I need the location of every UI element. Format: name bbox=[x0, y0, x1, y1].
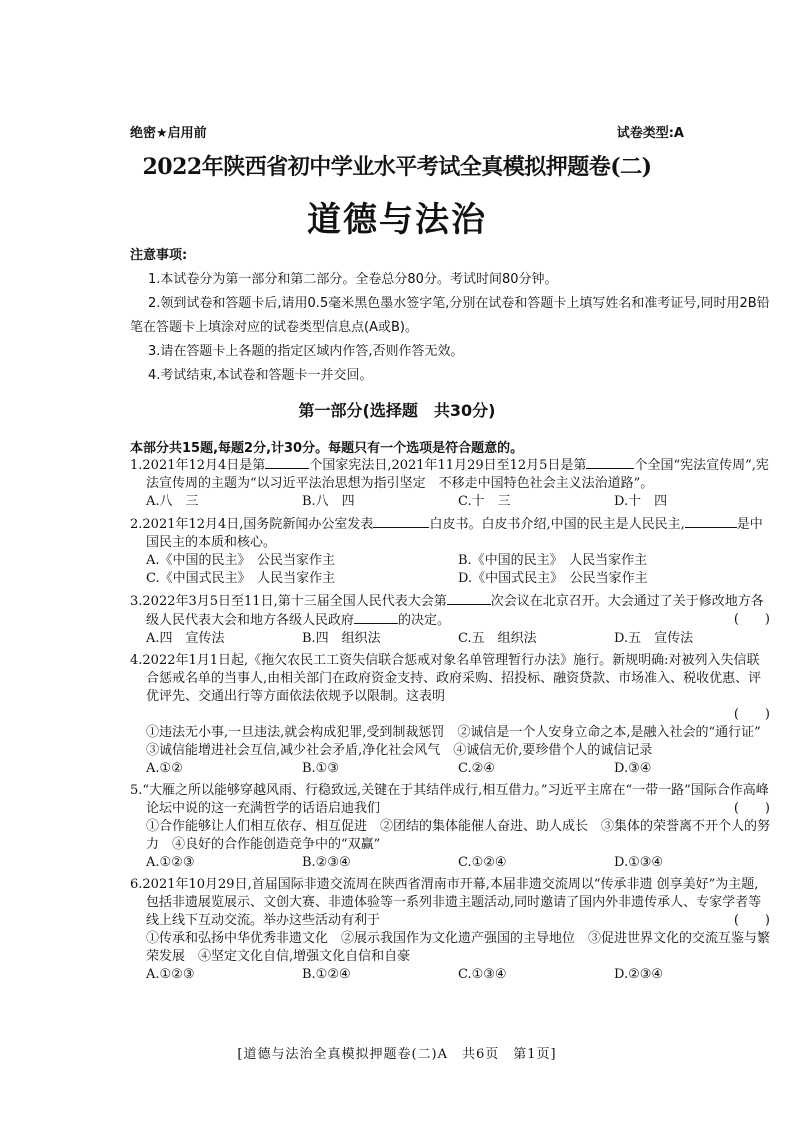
question-5 bbox=[130, 782, 770, 872]
question-stem: 3.2022年3月5日至11日,第十三届全国人民代表大会第 次会议在北京召开。大会通过了关于修改地方各级人民代表大会和地方各级人民政府 的决定。 ( ) bbox=[130, 594, 770, 628]
part-title: 第一部分(选择题 共30分) bbox=[298, 401, 496, 420]
option-d: D.③④ bbox=[614, 761, 652, 776]
answer-blank bbox=[586, 456, 634, 469]
option-c: C.《中国式民主》 人民当家作主 bbox=[146, 571, 336, 586]
question-stem: 6.2021年10月29日,首届国际非遗交流周在陕西省渭南市开幕,本届非遗交流周以“传承非遗 创享美好”为主题,包括非遗展览展示、文创大赛、非遗体验等一系列非遗主题活动,同时邀请了国内外非遗传承人、专家学者等线上线下互动交流。举办这些活动有利于 ( ) bbox=[130, 877, 770, 928]
options bbox=[130, 760, 770, 778]
notice-item: 3.请在答题卡上各题的指定区域内作答,否则作答无效。 bbox=[148, 344, 464, 359]
question-3 bbox=[130, 592, 770, 648]
exam-title: 2022年陕西省初中学业水平考试全真模拟押题卷(二) bbox=[142, 154, 652, 180]
question-2 bbox=[130, 515, 770, 588]
option-a: A.八 三 bbox=[146, 494, 199, 509]
option-b: B.②③④ bbox=[302, 855, 351, 870]
options bbox=[130, 493, 770, 511]
answer-parenthesis: ( ) bbox=[733, 612, 770, 627]
page-footer: [道德与法治全真模拟押题卷(二)A 共6页 第1页] bbox=[237, 1047, 557, 1062]
option-d: D.②③④ bbox=[614, 967, 664, 982]
option-a: A.①②③ bbox=[146, 855, 195, 870]
answer-blank bbox=[265, 456, 309, 469]
option-c: C.②④ bbox=[458, 761, 495, 776]
answer-blank bbox=[447, 592, 491, 605]
option-a: A.《中国的民主》 公民当家作主 bbox=[146, 553, 336, 568]
question-4 bbox=[130, 652, 774, 778]
options bbox=[130, 630, 770, 648]
statement-choices: ①违法无小事,一旦违法,就会构成犯罪,受到制裁惩罚 ②诚信是一个人安身立命之本,是融入社会的“通行证” ③诚信能增进社会互信,减少社会矛盾,净化社会风气 ④诚信无价,要珍借个人的诚信记录 bbox=[146, 725, 774, 758]
option-b: B.①②④ bbox=[302, 967, 351, 982]
top-bar bbox=[130, 122, 684, 142]
option-a: A.四 宣传法 bbox=[146, 631, 225, 646]
question-stem: 4.2022年1月1日起,《拖欠农民工工资失信联合惩戒对象名单管理暂行办法》施行。新规明确:对被列入失信联合惩戒名单的当事人,由相关部门在政府资金支持、政府采购、招投标、融资贷款、市场准入、税收优惠、评优评先、交通出行等方面依法依规予以限制。这表明 bbox=[130, 653, 762, 704]
statement-choices: ①传承和弘扬中华优秀非遗文化 ②展示我国作为文化遗产强国的主导地位 ③促进世界文化的交流互鉴与繁荣发展 ④坚定文化自信,增强文化自信和自豪 bbox=[146, 931, 771, 964]
notice-item: 1.本试卷分为第一部分和第二部分。全卷总分80分。考试时间80分钟。 bbox=[148, 272, 558, 287]
confidential-label: 绝密★启用前 bbox=[130, 126, 207, 141]
option-a: A.①② bbox=[146, 761, 183, 776]
option-a: A.①②③ bbox=[146, 967, 195, 982]
notice-section bbox=[130, 244, 770, 388]
statement-choices: ①合作能够让人们相互依存、相互促进 ②团结的集体能催人奋进、助人成长 ③集体的荣誉离不开个人的努力 ④良好的合作能创造竞争中的“双赢” bbox=[146, 819, 771, 852]
notice-heading: 注意事项: bbox=[130, 248, 188, 263]
options bbox=[130, 966, 770, 984]
option-d: D.五 宣传法 bbox=[614, 631, 694, 646]
option-c: C.五 组织法 bbox=[458, 631, 537, 646]
option-b: B.①③ bbox=[302, 761, 339, 776]
notice-item: 2.领到试卷和答题卡后,请用0.5毫米黑色墨水签字笔,分别在试卷和答题卡上填写姓名和准考证号,同时用2B铅笔在答题卡上填涂对应的试卷类型信息点(A或B)。 bbox=[130, 296, 770, 335]
option-b: B.四 组织法 bbox=[302, 631, 381, 646]
part-intro: 本部分共15题,每题2分,计30分。每题只有一个选项是符合题意的。 bbox=[130, 441, 524, 456]
option-c: C.①③④ bbox=[458, 967, 507, 982]
answer-blank bbox=[685, 515, 737, 528]
answer-blank bbox=[354, 611, 398, 624]
option-d: D.十 四 bbox=[614, 494, 668, 509]
subject-title: 道德与法治 bbox=[307, 200, 487, 240]
answer-parenthesis: ( ) bbox=[733, 801, 770, 816]
options bbox=[130, 552, 770, 588]
question-stem: 2.2021年12月4日,国务院新闻办公室发表 白皮书。白皮书介绍,中国的民主是人民民主, 是中国民主的本质和核心。 bbox=[130, 517, 763, 550]
option-d: D.《中国式民主》 公民当家作主 bbox=[458, 571, 648, 586]
question-stem: 1.2021年12月4日是第 个国家宪法日,2021年11月29日至12月5日是第 个全国“宪法宣传周”,宪法宣传周的主题为“以习近平法治思想为指引坚定 不移走中国特色社会主义法治道路”。 bbox=[130, 458, 769, 491]
notice-item: 4.考试结束,本试卷和答题卡一并交回。 bbox=[148, 368, 373, 383]
question-stem: 5.“大雁之所以能够穿越风雨、行稳致远,关键在于其结伴成行,相互借力。”习近平主席在“一带一路”国际合作高峰论坛中说的这一充满哲学的话语启迪我们 ( ) bbox=[130, 783, 770, 816]
question-6 bbox=[130, 876, 770, 984]
option-b: B.《中国的民主》 人民当家作主 bbox=[458, 553, 648, 568]
paper-type-label: 试卷类型:A bbox=[616, 126, 684, 141]
option-c: C.十 三 bbox=[458, 494, 511, 509]
option-b: B.八 四 bbox=[302, 494, 355, 509]
option-d: D.①③④ bbox=[614, 855, 664, 870]
question-list bbox=[130, 456, 774, 988]
options bbox=[130, 854, 770, 872]
answer-blank bbox=[373, 515, 429, 528]
answer-parenthesis: ( ) bbox=[733, 707, 770, 722]
option-c: C.①②④ bbox=[458, 855, 507, 870]
question-1 bbox=[130, 456, 770, 511]
answer-parenthesis: ( ) bbox=[733, 913, 770, 928]
